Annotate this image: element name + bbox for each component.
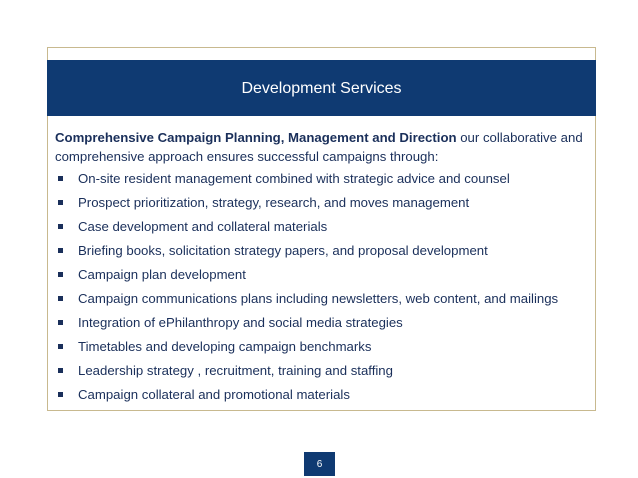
bullet-text: Campaign collateral and promotional materials	[78, 387, 350, 402]
bullet-item	[55, 169, 590, 188]
square-bullet-icon	[58, 344, 63, 349]
intro-paragraph	[55, 128, 590, 166]
square-bullet-icon	[58, 392, 63, 397]
bullet-item	[55, 337, 590, 356]
square-bullet-icon	[58, 248, 63, 253]
bullet-text: Leadership strategy , recruitment, training and staffing	[78, 363, 393, 378]
page-number: 6	[316, 458, 323, 470]
bullet-item	[55, 217, 590, 236]
slide-title: Development Services	[241, 80, 402, 97]
square-bullet-icon	[58, 200, 63, 205]
bullet-list	[55, 169, 590, 404]
page-number-badge	[304, 452, 335, 476]
bullet-item	[55, 193, 590, 212]
intro-text: our collaborative and comprehensive approach ensures successful campaigns through:	[55, 130, 583, 164]
square-bullet-icon	[58, 272, 63, 277]
bullet-text: Prospect prioritization, strategy, research, and moves management	[78, 195, 470, 210]
bullet-text: Briefing books, solicitation strategy papers, and proposal development	[78, 243, 488, 258]
bullet-text: Campaign communications plans including newsletters, web content, and mailings	[78, 291, 559, 306]
bullet-item	[55, 265, 590, 284]
square-bullet-icon	[58, 296, 63, 301]
bullet-item	[55, 289, 590, 308]
bullet-item	[55, 241, 590, 260]
bullet-text: Case development and collateral materials	[78, 219, 328, 234]
square-bullet-icon	[58, 224, 63, 229]
bullet-text: Campaign plan development	[78, 267, 246, 282]
header-band	[47, 60, 596, 116]
square-bullet-icon	[58, 320, 63, 325]
bullet-text: Integration of ePhilanthropy and social media strategies	[78, 315, 403, 330]
intro-heading: Comprehensive Campaign Planning, Management and Direction	[55, 130, 457, 145]
bullet-text: On-site resident management combined with strategic advice and counsel	[78, 171, 510, 186]
bullet-item	[55, 385, 590, 404]
square-bullet-icon	[58, 368, 63, 373]
square-bullet-icon	[58, 176, 63, 181]
bullet-item	[55, 313, 590, 332]
slide-content	[55, 128, 590, 409]
bullet-text: Timetables and developing campaign benchmarks	[78, 339, 372, 354]
bullet-item	[55, 361, 590, 380]
